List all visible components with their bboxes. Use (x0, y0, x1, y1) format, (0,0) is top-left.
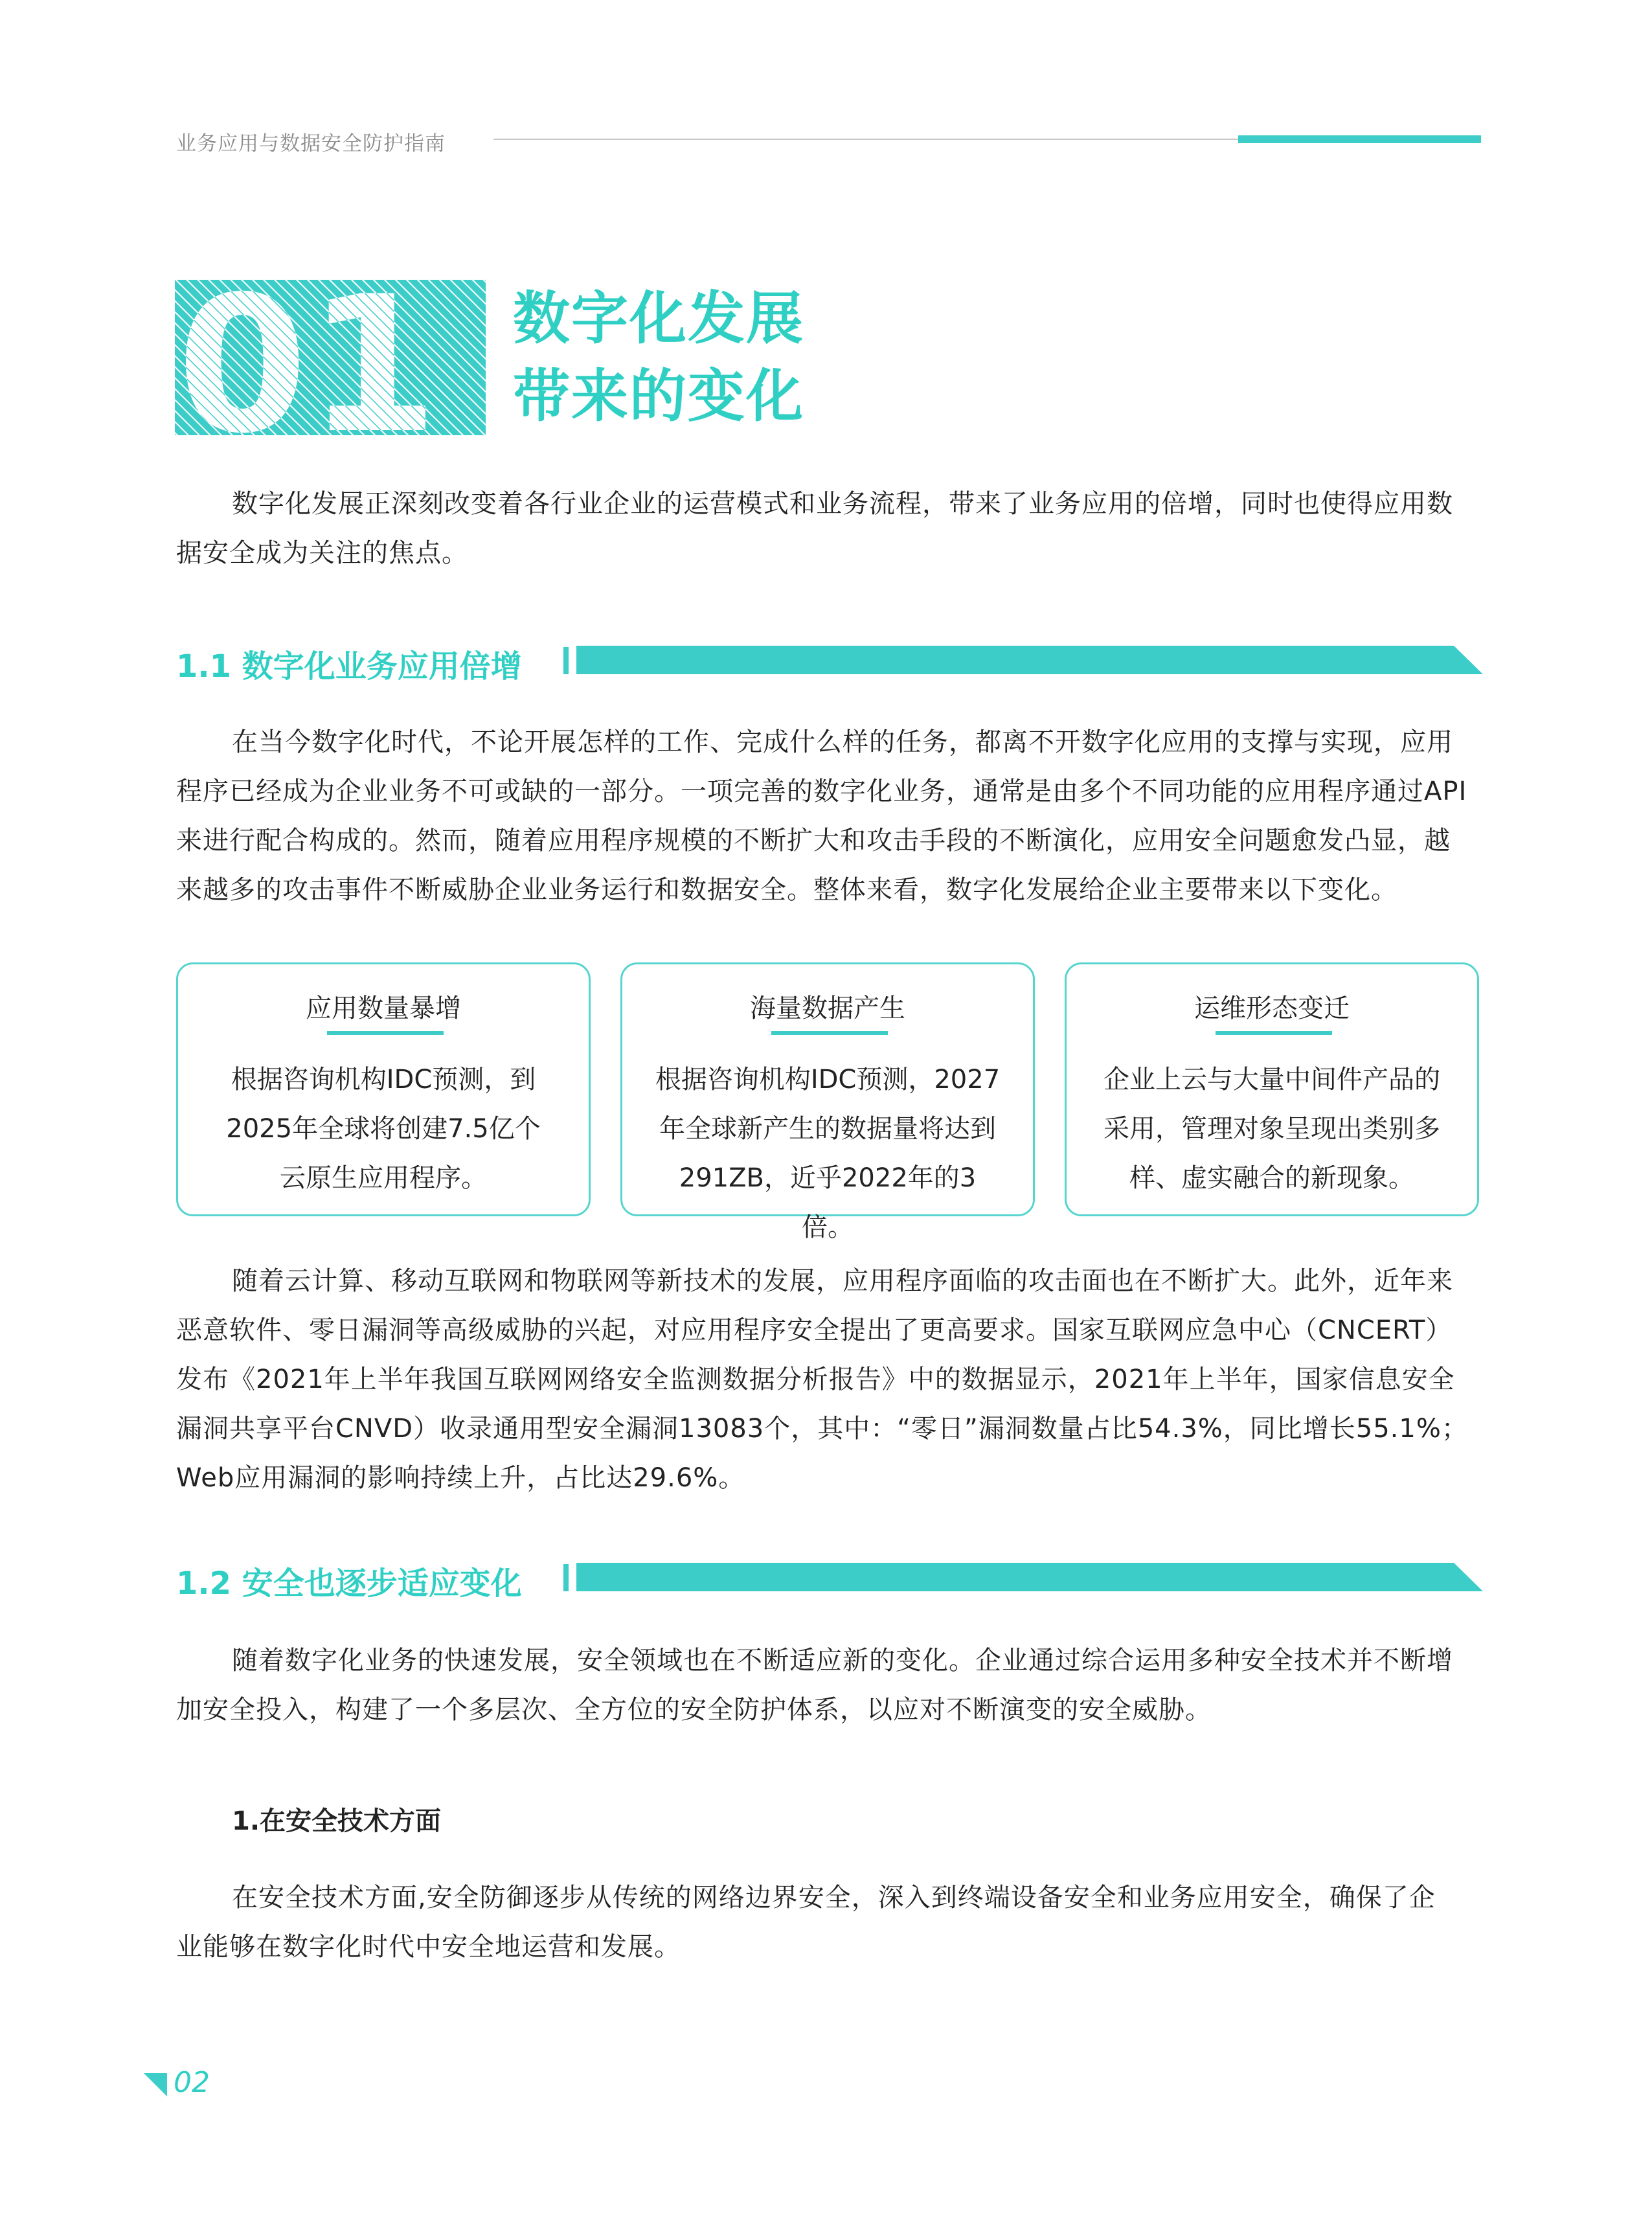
card-line: 根据咨询机构IDC预测，2027 (655, 1065, 1001, 1095)
section-1-paragraph-1 (176, 718, 1482, 914)
intro-line: 数字化发展正深刻改变着各行业企业的运营模式和业务流程，带来了业务应用的倍增，同时也使得应用数 (232, 489, 1453, 519)
section-1-marker (563, 647, 569, 674)
section-1-bar (576, 646, 1483, 674)
section-2-paragraph-1 (176, 1636, 1482, 1734)
running-title: 业务应用与数据安全防护指南 (176, 132, 446, 155)
paragraph-line: 业能够在数字化时代中安全地运营和发展。 (176, 1932, 681, 1962)
card-line: 样、虚实融合的新现象。 (1129, 1163, 1414, 1193)
chapter-number (175, 280, 486, 435)
card-body (1099, 1055, 1445, 1203)
intro-line: 据安全成为关注的焦点。 (176, 538, 468, 568)
card-line: 291ZB，近乎2022年的3倍。 (679, 1163, 977, 1242)
section-1-paragraph-2 (176, 1256, 1482, 1503)
section-2-bar (576, 1563, 1483, 1591)
chapter-title (513, 280, 804, 435)
paragraph-line: 在安全技术方面,安全防御逐步从传统的网络边界安全，深入到终端设备安全和业务应用安全，确保了企 (232, 1883, 1436, 1913)
paragraph-line: Web应用漏洞的影响持续上升，占比达29.6%。 (176, 1463, 745, 1493)
card-line: 采用，管理对象呈现出类别多 (1103, 1114, 1440, 1144)
card-title: 海量数据产生 (750, 994, 905, 1023)
chapter-title-line1: 数字化发展 (513, 285, 805, 352)
section-2-paragraph-2 (176, 1873, 1482, 1971)
card-title-underline (771, 1031, 888, 1035)
card-title: 运维形态变迁 (1194, 994, 1350, 1023)
chapter-title-line2: 带来的变化 (513, 363, 805, 429)
header-accent-bar (1238, 135, 1481, 143)
card-title-underline (1216, 1031, 1332, 1035)
paragraph-line: 发布《2021年上半年我国互联网网络安全监测数据分析报告》中的数据显示，2021年上半年，国家信息安全 (176, 1365, 1455, 1394)
card-line: 企业上云与大量中间件产品的 (1103, 1065, 1440, 1095)
card-body (655, 1055, 1001, 1252)
card-app-growth (176, 962, 591, 1216)
section-1-title: 1.1 数字化业务应用倍增 (176, 648, 522, 685)
paragraph-line: 来进行配合构成的。然而，随着应用程序规模的不断扩大和攻击手段的不断演化，应用安全问题愈发凸显，越 (176, 826, 1451, 856)
page-corner-triangle-icon (144, 2073, 167, 2096)
card-line: 年全球新产生的数据量将达到 (659, 1114, 996, 1144)
card-data-growth (620, 962, 1035, 1242)
card-body (210, 1055, 556, 1203)
paragraph-line: 来越多的攻击事件不断威胁企业业务运行和数据安全。整体来看，数字化发展给企业主要带来以下变化。 (176, 875, 1397, 905)
card-title: 应用数量暴增 (306, 994, 461, 1023)
paragraph-line: 在当今数字化时代，不论开展怎样的工作、完成什么样的任务，都离不开数字化应用的支撑与实现，应用 (232, 727, 1453, 757)
intro-paragraph (176, 479, 1482, 578)
paragraph-line: 随着云计算、移动互联网和物联网等新技术的发展，应用程序面临的攻击面也在不断扩大。此外，近年来 (232, 1266, 1453, 1296)
header-rule (493, 139, 1238, 140)
card-title-underline (327, 1031, 444, 1035)
section-2-marker (563, 1564, 569, 1591)
card-line: 2025年全球将创建7.5亿个 (226, 1114, 541, 1144)
paragraph-line: 随着数字化业务的快速发展，安全领域也在不断适应新的变化。企业通过综合运用多种安全技术并不断增 (232, 1646, 1453, 1675)
paragraph-line: 漏洞共享平台CNVD）收录通用型安全漏洞13083个，其中：“零日”漏洞数量占比54.3%，同比增长55.1%； (176, 1414, 1468, 1444)
paragraph-line: 程序已经成为企业业务不可或缺的一部分。一项完善的数字化业务，通常是由多个不同功能的应用程序通过API (176, 777, 1467, 806)
card-line: 云原生应用程序。 (280, 1163, 487, 1193)
paragraph-line: 加安全投入，构建了一个多层次、全方位的安全防护体系，以应对不断演变的安全威胁。 (176, 1695, 1212, 1725)
subsection-heading: 1.在安全技术方面 (232, 1806, 442, 1836)
card-line: 根据咨询机构IDC预测，到 (231, 1065, 536, 1095)
paragraph-line: 恶意软件、零日漏洞等高级威胁的兴起，对应用程序安全提出了更高要求。国家互联网应急中心（CNCERT） (176, 1315, 1453, 1345)
page-number: 02 (174, 2066, 210, 2099)
section-2-title: 1.2 安全也逐步适应变化 (176, 1565, 522, 1602)
card-ops-change (1065, 962, 1479, 1216)
chapter-number-text: 01 (177, 280, 438, 435)
